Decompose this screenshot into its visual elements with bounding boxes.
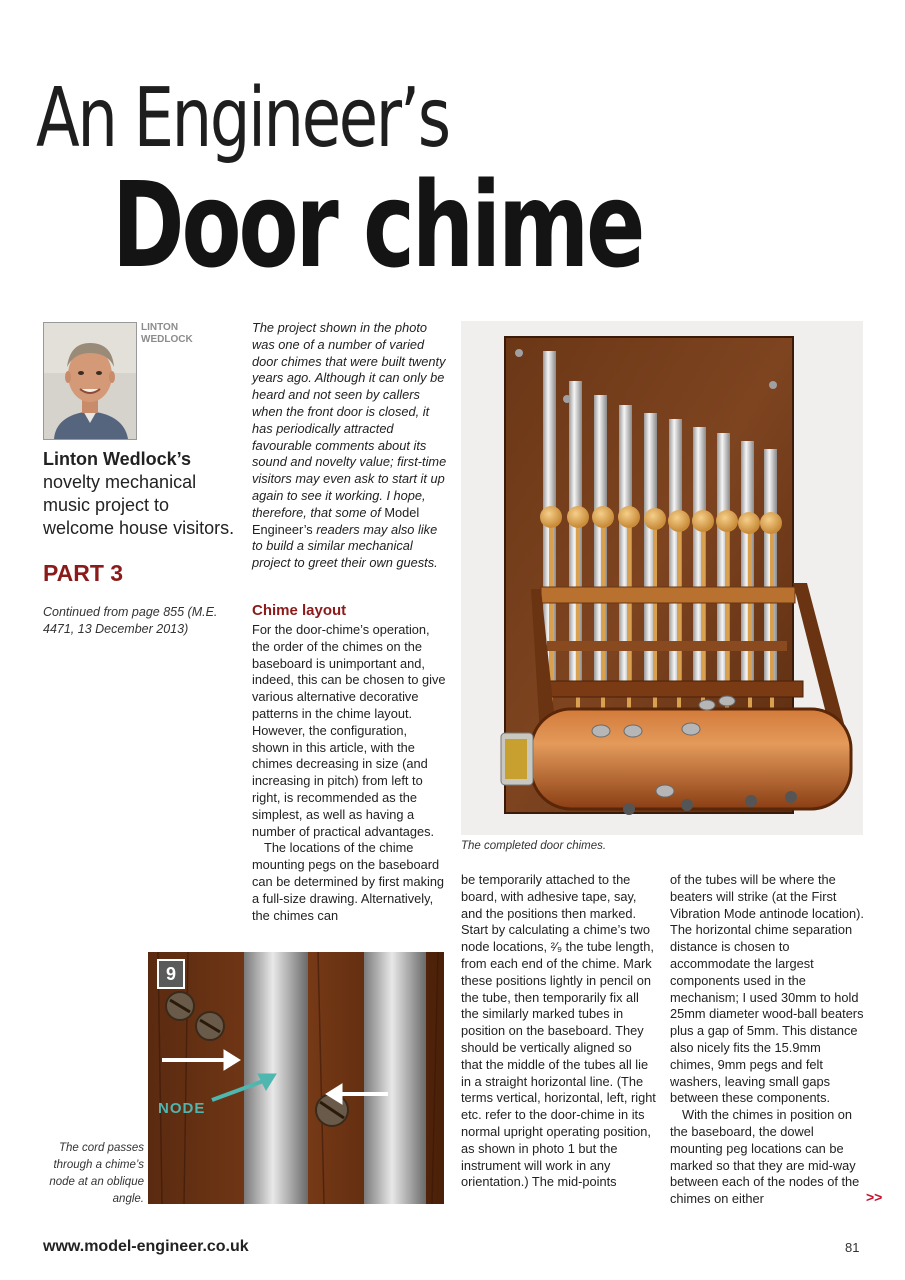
author-intro-name: Linton Wedlock’s — [43, 449, 192, 469]
body-column-3 — [670, 872, 865, 1208]
node-photo-caption: The cord passes through a chime’s node at an oblique angle. — [49, 1142, 144, 1205]
magazine-name: Model Engineer’s — [252, 504, 420, 537]
author-byline: LINTON WEDLOCK — [141, 322, 193, 345]
door-chime-illustration — [461, 321, 863, 835]
title-line-1: An Engineer’s — [36, 71, 449, 166]
door-chime-photo — [461, 321, 863, 835]
photo-number-badge: 9 — [165, 964, 176, 984]
author-intro-text: novelty mechanical music project to welcome house visitors. — [43, 472, 235, 538]
node-closeup-illustration — [148, 952, 444, 1204]
body-paragraph-2: The locations of the chime mounting pegs on the baseboard can be determined by first making a full-size drawing. Alternatively, the chimes can — [252, 840, 445, 923]
intro-paragraph — [252, 320, 447, 572]
page-number: 81 — [845, 1240, 860, 1255]
title-line-2: Door chime — [112, 156, 643, 294]
author-portrait-image — [44, 323, 136, 439]
body-paragraph-5: With the chimes in position on the baseboard, the dowel mounting peg locations can be marked so that they are mid-way between each of the nodes of the chimes on either — [670, 1107, 860, 1207]
intro-italic-text: The project shown in the photo was one of a number of varied door chimes that were built twenty years ago. Although it can only be heard and not seen by callers when the front door is closed, it has periodically attracted favourable comments about its sound and novelty value; first-time visitors may even ask to start it up again to see it working. I hope, therefore, that some of — [252, 320, 447, 520]
author-intro — [43, 448, 243, 540]
part-label: PART 3 — [43, 560, 124, 586]
main-photo-caption: The completed door chimes. — [461, 840, 607, 852]
body-column-1 — [252, 622, 447, 924]
footer-url-link[interactable]: www.model-engineer.co.uk — [43, 1238, 249, 1255]
body-paragraph-1: For the door-chime’s operation, the order of the chimes on the baseboard is unimportant and, indeed, this can be chosen to give various alternative decorative patterns in the chime layout. However, the configuration, shown in this article, with the chimes decreasing in size (and increasing in pitch) from left to right, is recommended as the simplest, as well as having a number of practical advantages. — [252, 622, 446, 839]
intro-italic-end: readers may also like to build a similar mechanical project to greet their own guests. — [252, 521, 438, 571]
continued-note: Continued from page 855 (M.E. 4471, 13 December 2013) — [43, 605, 218, 636]
body-paragraph-4: of the tubes will be where the beaters will strike (at the First Vibration Mode antinode location). The horizontal chime separation distance is chosen to accommodate the largest components used in the mechanism; I used 30mm to hold 25mm diameter wood-ball beaters plus a gap of 5mm. This distance also nicely fits the 15.9mm chimes, 9mm pegs and felt washers, leaving small gaps between these components. — [670, 872, 864, 1106]
author-photo — [43, 322, 137, 440]
body-column-2 — [461, 872, 656, 1191]
body-paragraph-3: be temporarily attached to the board, with adhesive tape, say, and the positions then marked. Start by calculating a chime’s two node locations, ²⁄₉ the tube length, from each end of the chime. Mark these positions lightly in pencil on the tube, then temporarily fix all the similarly marked tubes in position on the baseboard. They should be vertically aligned so that the middle of the tubes all lie in a straight horizontal line. (The terms vertical, horizontal, left, right etc. refer to the door-chime in its normal upright operating position, as shown in photo 1 but the instrument will work in any orientation.) The mid-points — [461, 872, 656, 1190]
continue-arrow-icon: >> — [866, 1189, 883, 1205]
section-heading: Chime layout — [252, 602, 347, 619]
node-closeup-photo — [148, 952, 444, 1204]
node-label: NODE — [158, 1100, 206, 1117]
